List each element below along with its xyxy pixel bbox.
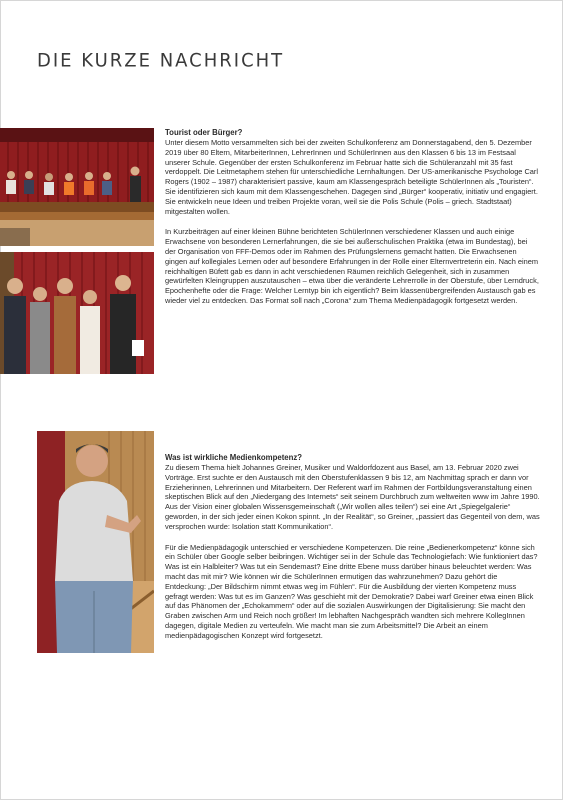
article-tourist-or-citizen [165, 128, 540, 315]
article-heading: Was ist wirkliche Medienkompetenz? [165, 453, 303, 462]
article-paragraph: Unter diesem Motto versammelten sich bei der zweiten Schulkonferenz am Donnerstagabend, den 5. Dezember 2019 über 80 Eltern, MitarbeiterInnen, LehrerInnen und SchülerInnen aus den Klassen 6 bis 13 im Festsaal unserer Schule. Gegenüber der ersten Schulkonferenz im Februar hatte sich die Schüleranzahl mit 35 fast verdoppelt. Die Leitmetaphern stehen für unterschiedliche Lernhaltungen. Der US-amerikanische Psychologe Carl Rogers (1902 – 1987) charakterisiert passive, kaum am Klassengespräch beteiligte SchülerInnen als „Touristen“. Sie identifizieren sich kaum mit dem Klassengeschehen. Dagegen sind „Bürger“ kooperativ, initiativ und engagiert. Sie entwickeln neue Ideen und treiben Projekte voran, weil sie die Polis Schule (Polis – griech. Stadtstaat) mitgestalten wollen. [165, 138, 539, 216]
photo-speaker [37, 431, 154, 653]
article-paragraph: Zu diesem Thema hielt Johannes Greiner, Musiker und Waldorfdozent aus Basel, am 13. Februar 2020 zwei Vorträge. Erst suchte er den Austausch mit den Oberstufenklassen 9 bis 12, am Nachmittag sprach er dann vor Erzieherinnen, Lehrerinnen und Mitarbeitern. Der Referent warf im Rahmen der Fortbildungsveranstaltung einen skeptischen Blick auf den „Niedergang des Internets“ seit seinem Durchbruch zum weltweiten www im Jahre 1990. Aus der Vision einer globalen Wissensgemeinschaft („Wir wollen alles teilen“) sei eine Art „Spiegelgalerie“ geworden, in der sich jeder einen Kokon spinnt. „In der Realität“, so Greiner, „passiert das Gegenteil von dem, was versprochen wurde: Isolation statt Kommunikation“. [165, 463, 540, 531]
photo-group-standing [0, 252, 154, 374]
article-media-competence [165, 453, 540, 650]
page-title: DIE KURZE NACHRICHT [37, 49, 285, 72]
article-paragraph: In Kurzbeiträgen auf einer kleinen Bühne berichteten SchülerInnen verschiedener Klassen und auch einige Erwachsene von besonderen Lernerfahrungen, die sie bei außerschulischen Praktika (etwa im Bundestag), bei der Organisation von FFF-Demos oder im Rahmen des Prüfungslernens gemacht hatten. Die Erwachsenen gingen auf kollegiales Lernen oder auf besondere Erfahrungen in der Rolle einer Elternvertreterin ein. Nach einem reichhaltigen Büfett gab es dann in acht verschiedenen Räumen reichlich Gelegenheit, sich in zusammen gewürfelten Kleingruppen auszutauschen – etwa über die veränderte Lehrerrolle in der Oberstufe, über Lerndruck, Epochenhefte oder die Frage: Welcher Lerntyp bin ich eigentlich? Beim klassenübergreifenden Austausch gab es wieder viel zu entdecken. Das Format soll nach „Corona“ zum Thema Medienpädagogik fortgesetzt werden. [165, 227, 539, 305]
photo-stage-panel [0, 128, 154, 246]
article-paragraph: Für die Medienpädagogik unterschied er verschiedene Kompetenzen. Die reine „Bedienerkompetenz“ könne sich ein Schüler über Google selber beibringen. Wichtiger sei in der Schule das Technologiefach: Wie funktioniert das? Was ist ein Halbleiter? Was tut ein Sendemast? Eine dritte Ebene muss darüber hinaus beleuchtet werden: Was macht das mit mir? Wie können wir die SchülerInnen ermutigen das wahrzunehmen? Dazu gehört die Entdeckung: „Der Bildschirm nimmt etwas weg im Fühlen“. Für die Ausbildung der vierten Kompetenz muss gefragt werden: Was tut es im Ganzen? Was geschieht mit der Demokratie? Dabei warf Greiner etwa einen Blick auf das Phänomen der „Echokammern“ oder auf die sozialen Auswirkungen der Digitalisierung: Sie macht den Graben zwischen Arm und Reich noch größer! Im lebhaften Nachgespräch wandten sich mehrere KollegInnen dagegen, digitale Medien zu verteufeln. Wie macht man sie zum Arbeitsmittel? Die Arbeit an einem medienpädagogischen Konzept wird fortgesetzt. [165, 542, 538, 640]
article-heading: Tourist oder Bürger? [165, 128, 243, 137]
